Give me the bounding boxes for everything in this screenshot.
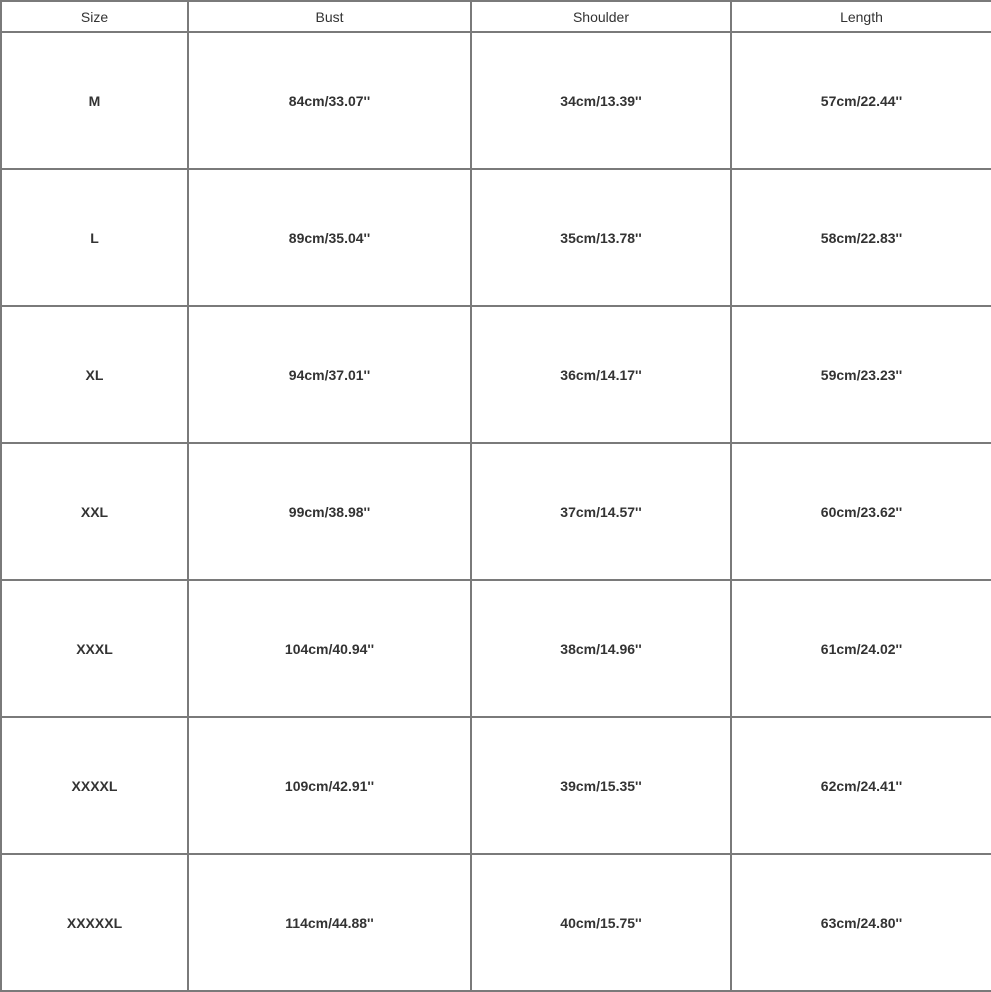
cell-shoulder: 36cm/14.17'' — [471, 306, 731, 443]
cell-bust: 89cm/35.04'' — [188, 169, 471, 306]
header-bust: Bust — [188, 1, 471, 32]
cell-size: XXXXL — [1, 717, 188, 854]
table-row — [1, 169, 991, 306]
cell-shoulder: 35cm/13.78'' — [471, 169, 731, 306]
cell-length: 58cm/22.83'' — [731, 169, 991, 306]
cell-size: M — [1, 32, 188, 169]
cell-length: 62cm/24.41'' — [731, 717, 991, 854]
cell-length: 59cm/23.23'' — [731, 306, 991, 443]
cell-size: XXL — [1, 443, 188, 580]
cell-bust: 94cm/37.01'' — [188, 306, 471, 443]
table-header-row — [1, 1, 991, 32]
cell-length: 60cm/23.62'' — [731, 443, 991, 580]
table-row — [1, 580, 991, 717]
cell-shoulder: 34cm/13.39'' — [471, 32, 731, 169]
cell-shoulder: 37cm/14.57'' — [471, 443, 731, 580]
cell-shoulder: 40cm/15.75'' — [471, 854, 731, 991]
cell-size: XL — [1, 306, 188, 443]
table-row — [1, 854, 991, 991]
cell-bust: 104cm/40.94'' — [188, 580, 471, 717]
cell-length: 57cm/22.44'' — [731, 32, 991, 169]
header-shoulder: Shoulder — [471, 1, 731, 32]
cell-length: 63cm/24.80'' — [731, 854, 991, 991]
cell-bust: 109cm/42.91'' — [188, 717, 471, 854]
table-row — [1, 717, 991, 854]
header-size: Size — [1, 1, 188, 32]
header-length: Length — [731, 1, 991, 32]
cell-length: 61cm/24.02'' — [731, 580, 991, 717]
cell-size: L — [1, 169, 188, 306]
cell-size: XXXXXL — [1, 854, 188, 991]
table-row — [1, 306, 991, 443]
cell-bust: 84cm/33.07'' — [188, 32, 471, 169]
cell-bust: 99cm/38.98'' — [188, 443, 471, 580]
table-row — [1, 32, 991, 169]
table-row — [1, 443, 991, 580]
cell-bust: 114cm/44.88'' — [188, 854, 471, 991]
cell-size: XXXL — [1, 580, 188, 717]
cell-shoulder: 39cm/15.35'' — [471, 717, 731, 854]
cell-shoulder: 38cm/14.96'' — [471, 580, 731, 717]
